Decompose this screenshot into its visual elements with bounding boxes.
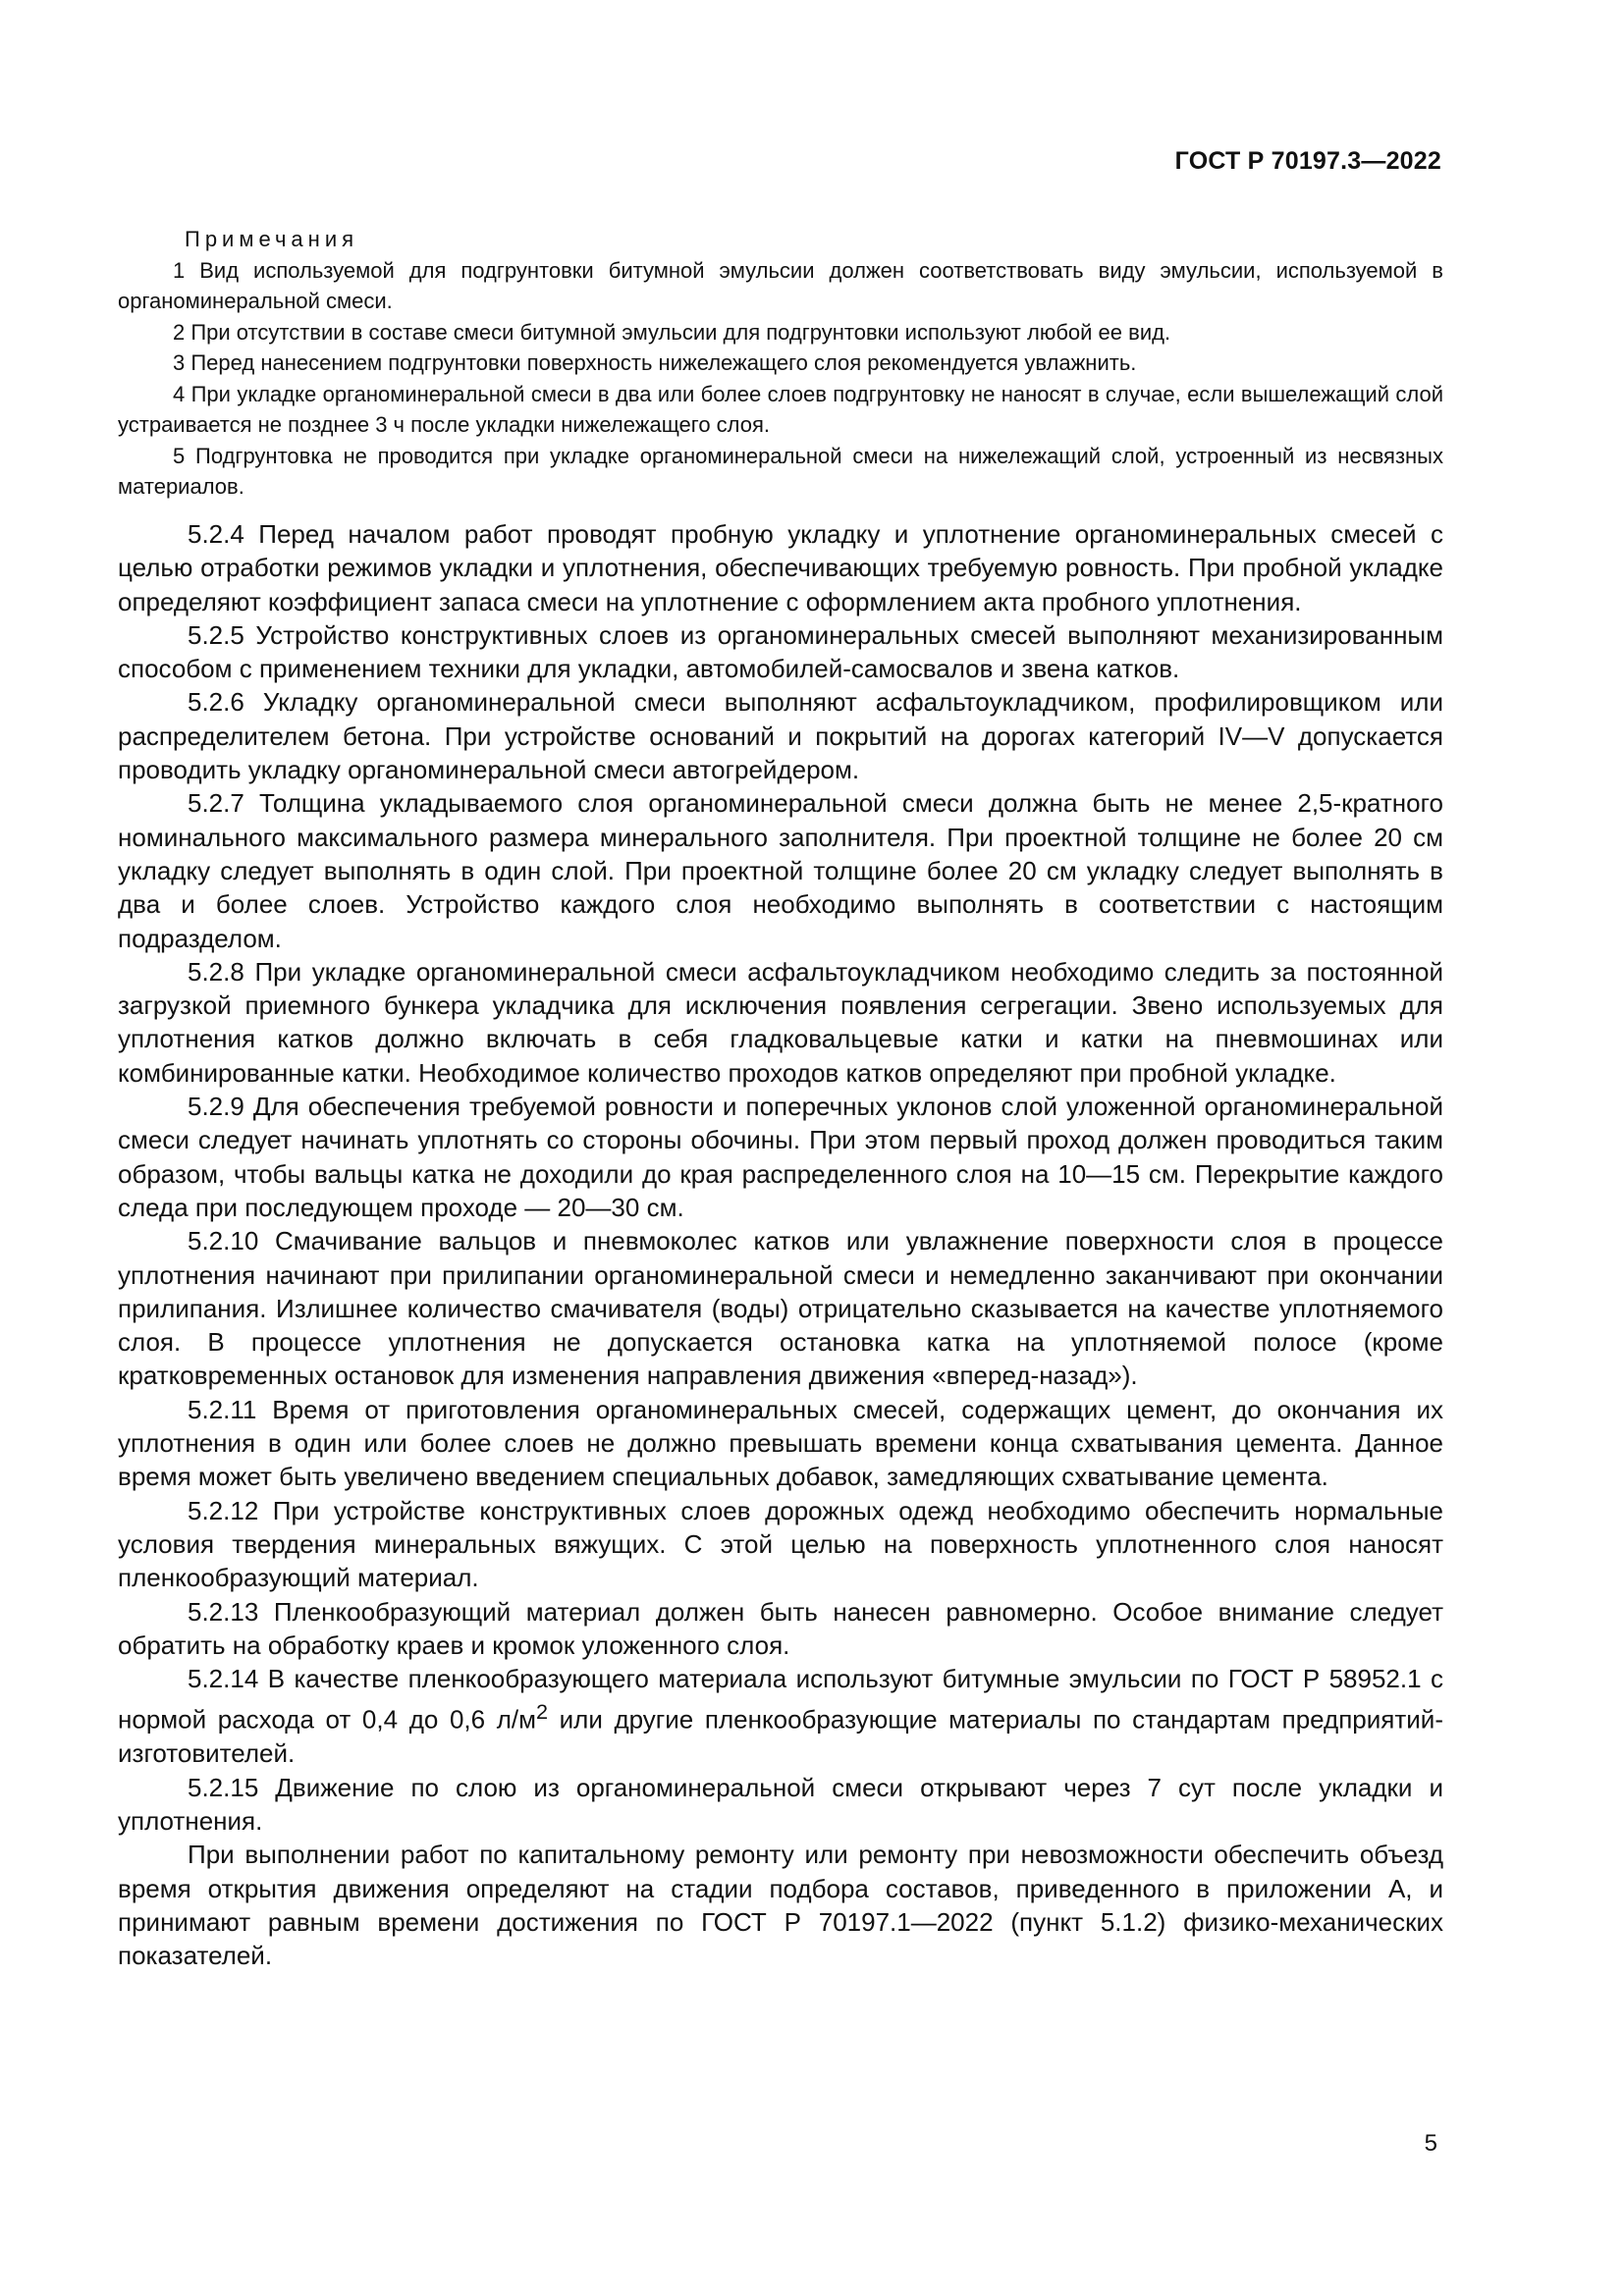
paragraph-5-2-12: 5.2.12 При устройстве конструктивных слоев дорожных одежд необходимо обеспечить нормальные условия твердения минеральных вяжущих. С этой целью на поверхность уплотненного слоя наносят пленкообразующий материал. <box>118 1495 1443 1593</box>
notes-title: Примечания <box>185 227 359 251</box>
paragraph-5-2-14-text: 5.2.14 В качестве пленкообразующего материала используют битумные эмульсии по ГОСТ Р 58952.1 с нормой расхода от 0,4 до 0,6 л/м <box>118 1664 1443 1735</box>
page-number: 5 <box>1424 2130 1437 2157</box>
paragraph-5-2-6: 5.2.6 Укладку органоминеральной смеси выполняют асфальтоукладчиком, профилировщиком или распределителем бетона. При устройстве оснований и покрытий на дорогах категорий IV—V допускается проводить укладку органоминеральной смеси автогрейдером. <box>118 687 1443 785</box>
superscript-2: 2 <box>535 1699 549 1725</box>
paragraph-5-2-8: 5.2.8 При укладке органоминеральной смеси асфальтоукладчиком необходимо следить за постоянной загрузкой приемного бункера укладчика для исключения появления сегрегации. Звено используемых для уплотнения катков должно включать в себя гладковальцевые катки и катки на пневмошинах или комбинированные катки. Необходимое количество проходов катков определяют при пробной укладке. <box>118 956 1443 1088</box>
paragraph-5-2-10: 5.2.10 Смачивание вальцов и пневмоколес катков или увлажнение поверхности слоя в процессе уплотнения начинают при прилипании органоминеральной смеси и немедленно заканчивают при окончании прилипания. Излишнее количество смачивателя (воды) отрицательно сказывается на качестве уплотняемого слоя. В процессе уплотнения не допускается остановка катка на уплотняемой полосе (кроме кратковременных остановок для изменения направления движения «вперед-назад»). <box>118 1226 1443 1391</box>
paragraph-5-2-11: 5.2.11 Время от приготовления органоминеральных смесей, содержащих цемент, до окончания их уплотнения в один или более слоев не должно превышать времени конца схватывания цемента. Данное время может быть увеличено введением специальных добавок, замедляющих схватывание цемента. <box>118 1394 1443 1492</box>
paragraph-5-2-15: 5.2.15 Движение по слою из органоминеральной смеси открывают через 7 сут после укладки и уплотнения. <box>118 1772 1443 1836</box>
paragraph-5-2-4: 5.2.4 Перед началом работ проводят пробную укладку и уплотнение органоминеральных смесей с целью отработки режимов укладки и уплотнения, обеспечивающих требуемую ровность. При пробной укладке определяют коэффициент запаса смеси на уплотнение с оформлением акта пробного уплотнения. <box>118 519 1443 616</box>
document-code-header: ГОСТ Р 70197.3—2022 <box>1174 147 1441 175</box>
paragraph-5-2-7: 5.2.7 Толщина укладываемого слоя органоминеральной смеси должна быть не менее 2,5-кратного номинального максимального размера минерального заполнителя. При проектной толщине не более 20 см укладку следует выполнять в один слой. При проектной толщине более 20 см укладку следует выполнять в два и более слоев. Устройство каждого слоя необходимо выполнять в соответствии с настоящим подразделом. <box>118 788 1443 953</box>
paragraph-repair-note: При выполнении работ по капитальному ремонту или ремонту при невозможности обеспечить объезд время открытия движения определяют на стадии подбора составов, приведенного в приложении А, и принимают равным времени достижения по ГОСТ Р 70197.1—2022 (пункт 5.1.2) физико-механических показателей. <box>118 1840 1443 1971</box>
main-text <box>118 517 1443 1972</box>
paragraph-5-2-14-text-end: или другие пленкообразующие материалы по стандартам предприятий-изготовителей. <box>118 1705 1443 1769</box>
note-item: 2 При отсутствии в составе смеси битумной эмульсии для подгрунтовки используют любой ее вид. <box>173 319 1171 345</box>
note-item: 3 Перед нанесением подгрунтовки поверхность нижележащего слоя рекомендуется увлажнить. <box>173 350 1137 375</box>
paragraph-5-2-9: 5.2.9 Для обеспечения требуемой ровности и поперечных уклонов слой уложенной органоминеральной смеси следует начинать уплотнять со стороны обочины. При этом первый проход должен проводиться таким образом, чтобы вальцы катка не доходили до края распределенного слоя на 10—15 см. Перекрытие каждого следа при последующем проходе — 20—30 см. <box>118 1092 1443 1222</box>
paragraph-5-2-14 <box>118 1662 1443 1771</box>
paragraph-5-2-5: 5.2.5 Устройство конструктивных слоев из органоминеральных смесей выполняют механизированным способом с применением техники для укладки, автомобилей-самосвалов и звена катков. <box>118 619 1443 684</box>
notes-block <box>118 224 1443 503</box>
note-item: 1 Вид используемой для подгрунтовки битумной эмульсии должен соответствовать виду эмульсии, используемой в органоминеральной смеси. <box>118 257 1443 313</box>
note-item: 4 При укладке органоминеральной смеси в два или более слоев подгрунтовку не наносят в случае, если вышележащий слой устраивается не позднее 3 ч после укладки нижележащего слоя. <box>118 381 1443 437</box>
note-item: 5 Подгрунтовка не проводится при укладке органоминеральной смеси на нижележащий слой, устроенный из несвязных материалов. <box>118 443 1443 499</box>
paragraph-5-2-13: 5.2.13 Пленкообразующий материал должен быть нанесен равномерно. Особое внимание следует обратить на обработку краев и кромок уложенного слоя. <box>118 1596 1443 1660</box>
